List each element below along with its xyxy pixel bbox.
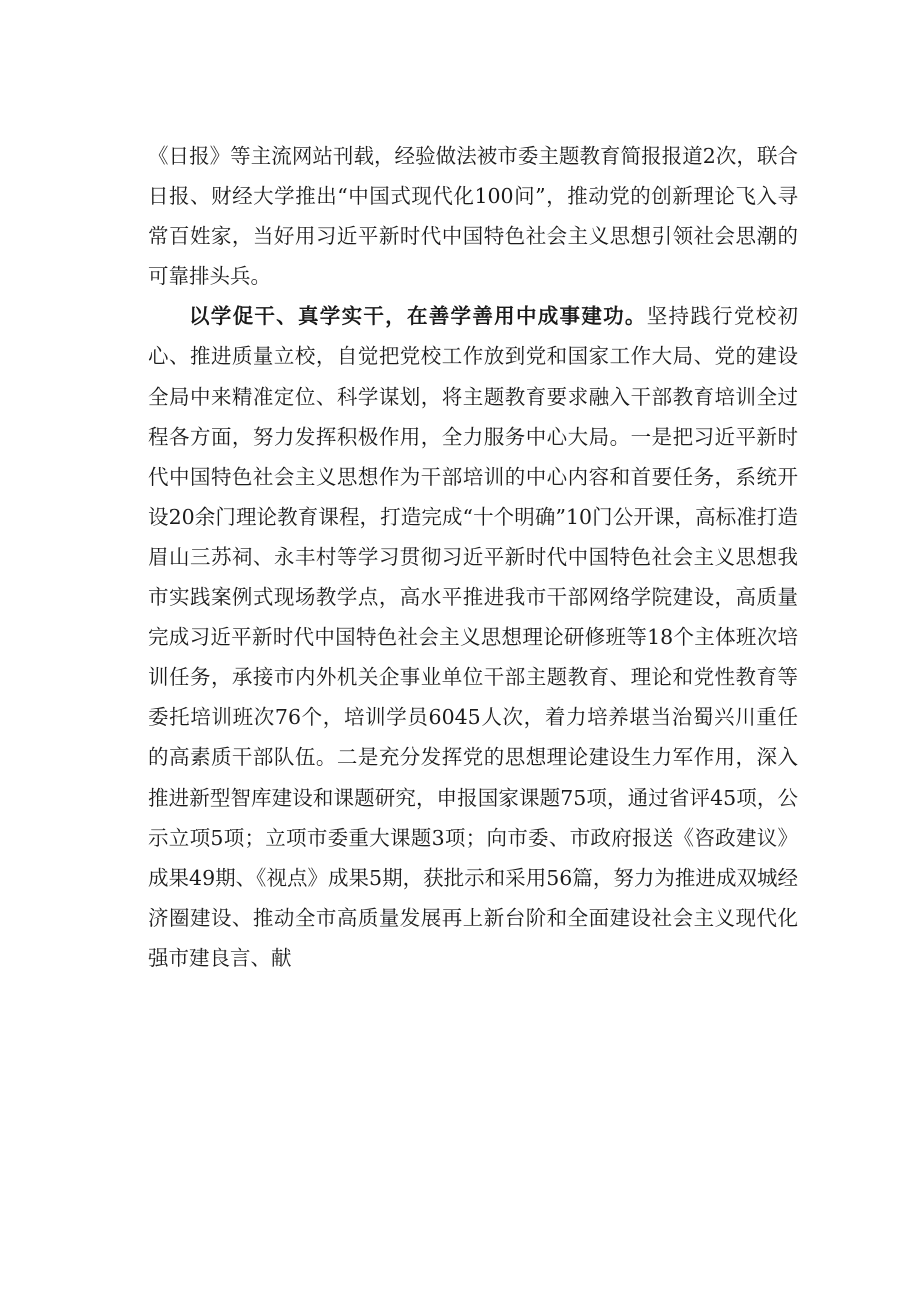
document-body xyxy=(148,136,798,978)
paragraph-lead-heading: 以学促干、真学实干，在善学善用中成事建功。 xyxy=(189,304,647,329)
paragraph-section xyxy=(148,296,798,978)
paragraph-body-text: 坚持践行党校初心、推进质量立校，自觉把党校工作放到党和国家工作大局、党的建设全局中来精准定位、科学谋划，将主题教育要求融入干部教育培训全过程各方面，努力发挥积极作用，全力服务中心大局。一是把习近平新时代中国特色社会主义思想作为干部培训的中心内容和首要任务，系统开设20余门理论教育课程，打造完成“十个明确”10门公开课，高标准打造眉山三苏祠、永丰村等学习贯彻习近平新时代中国特色社会主义思想我市实践案例式现场教学点，高水平推进我市干部网络学院建设，高质量完成习近平新时代中国特色社会主义思想理论研修班等18个主体班次培训任务，承接市内外机关企事业单位干部主题教育、理论和党性教育等委托培训班次76个，培训学员6045人次，着力培养堪当治蜀兴川重任的高素质干部队伍。二是充分发挥党的思想理论建设生力军作用，深入推进新型智库建设和课题研究，申报国家课题75项，通过省评45项，公示立项5项；立项市委重大课题3项；向市委、市政府报送《咨政建议》成果49期、《视点》成果5期，获批示和采用56篇，努力为推进成双城经济圈建设、推动全市高质量发展再上新台阶和全面建设社会主义现代化强市建良言、献 xyxy=(148,304,799,970)
paragraph-continued: 《日报》等主流网站刊载，经验做法被市委主题教育简报报道2次，联合日报、财经大学推出“中国式现代化100问”，推动党的创新理论飞入寻常百姓家，当好用习近平新时代中国特色社会主义思想引领社会思潮的可靠排头兵。 xyxy=(148,144,798,289)
